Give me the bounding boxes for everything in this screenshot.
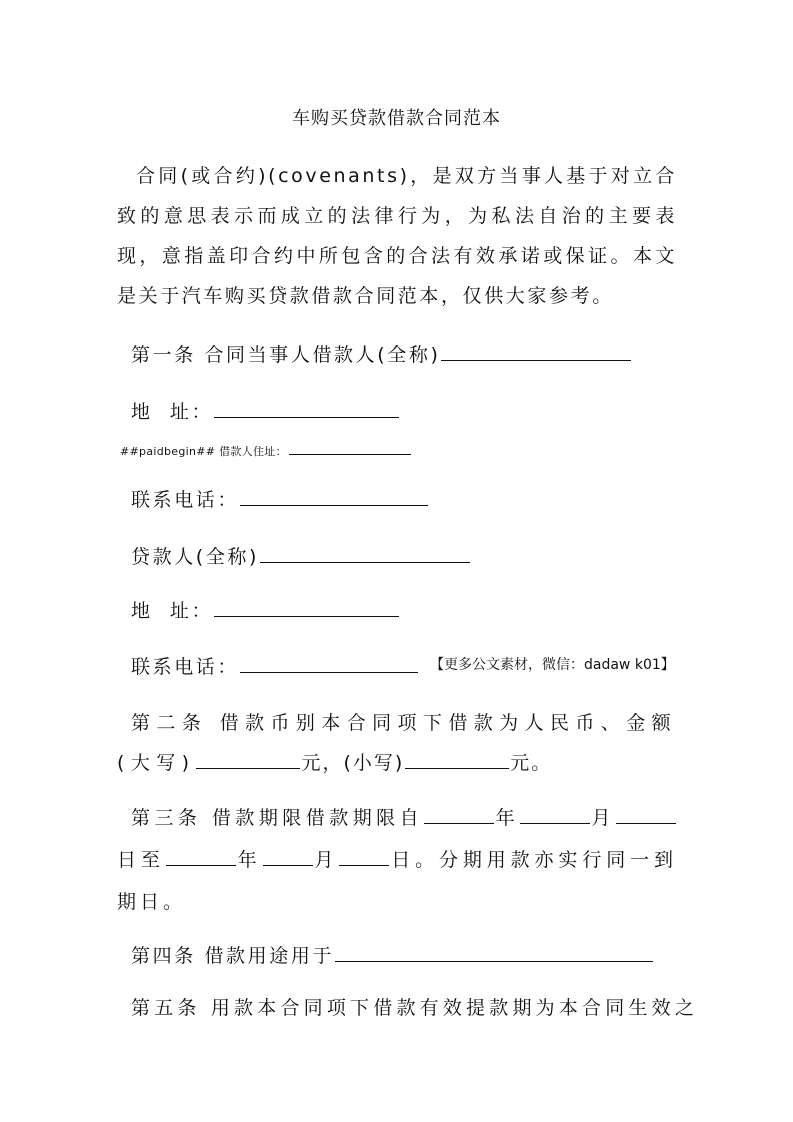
article-3-year-1: 年	[495, 807, 520, 829]
paid-marker-text: ##paidbegin## 借款人住址：	[120, 445, 287, 458]
promo-text: 【更多公文素材，微信：dadaw k01】	[430, 657, 675, 673]
article-3-to: 日至	[117, 849, 165, 871]
intro-paragraph: 合同(或合约)(covenants)，是双方当事人基于对立合致的意思表示而成立的法律行为，为私法自治的主要表现，意指盖印合约中所包含的合法有效承诺或保证。本文是关于汽车购买贷款借款合同范本，仅供大家参考。	[117, 165, 677, 307]
end-month-blank	[263, 846, 313, 866]
residence-blank	[289, 443, 411, 455]
lender-name-blank	[260, 543, 470, 563]
loan-purpose-blank	[335, 942, 653, 962]
start-month-blank	[520, 804, 590, 824]
start-year-blank	[424, 804, 494, 824]
article-4-line	[131, 942, 654, 969]
amount-lowercase-blank	[405, 749, 509, 769]
lender-address-line	[131, 597, 400, 624]
article-2-paragraph	[117, 703, 677, 783]
article-5-line: 第五条 用款本合同项下借款有效提款期为本合同生效之	[131, 997, 699, 1019]
article-3-text-1: 第三条 借款期限借款期限自	[131, 807, 424, 829]
borrower-address-label: 地 址：	[131, 401, 214, 423]
borrower-phone-line	[131, 486, 429, 513]
borrower-phone-label: 联系电话：	[131, 489, 240, 511]
lender-label: 贷款人(全称)	[131, 546, 260, 568]
end-year-blank	[166, 846, 236, 866]
start-day-blank	[616, 804, 676, 824]
borrower-address-line	[131, 398, 400, 425]
lender-phone-label: 联系电话：	[131, 656, 240, 678]
article-2-text-1: 第二条 借款币别本合同项下借款为人民币、金额(大写)	[117, 712, 677, 774]
document-title: 车购买贷款借款合同范本	[292, 108, 501, 129]
lender-address-blank	[214, 597, 399, 617]
article-2-text-2: 元，(小写)	[301, 752, 405, 774]
article-4-label: 第四条 借款用途用于	[131, 945, 335, 967]
article-3-year-2: 年	[236, 849, 262, 871]
borrower-name-blank	[441, 341, 631, 361]
paid-marker-line	[120, 443, 411, 460]
article-1-label: 第一条 合同当事人借款人(全称)	[131, 344, 441, 366]
article-3-tail: 日。分期用款亦实行同一到期日。	[117, 849, 677, 913]
article-3-paragraph	[117, 797, 677, 923]
lender-line	[131, 543, 471, 570]
article-1-line	[131, 341, 632, 368]
lender-phone-blank	[240, 653, 418, 673]
lender-address-label: 地 址：	[131, 600, 214, 622]
article-3-month-2: 月	[313, 849, 339, 871]
article-2-text-3: 元。	[510, 752, 553, 774]
borrower-phone-blank	[240, 486, 428, 506]
amount-uppercase-blank	[196, 749, 300, 769]
end-day-blank	[339, 846, 389, 866]
article-3-month-1: 月	[591, 807, 615, 829]
lender-phone-line	[131, 653, 419, 680]
borrower-address-blank	[214, 398, 399, 418]
